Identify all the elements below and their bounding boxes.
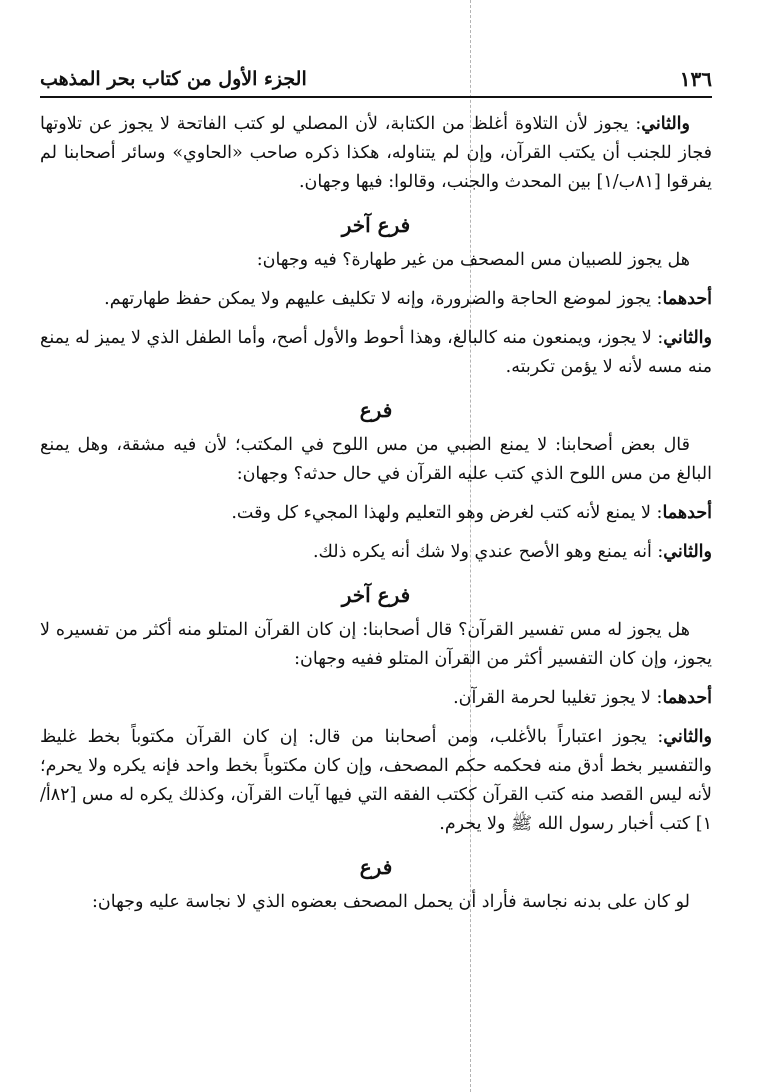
paragraph-lead: أحدهما: [662, 503, 712, 523]
section-heading: فرع: [359, 855, 393, 879]
section-heading: فرع آخر: [341, 213, 411, 237]
section-heading: فرع آخر: [341, 583, 411, 607]
paragraph-lead: أحدهما: [662, 688, 712, 708]
page-number: ١٣٦: [679, 67, 712, 91]
paragraph-lead: والثاني: [641, 114, 690, 134]
paragraph: [40, 499, 712, 528]
paragraph-text: : لا يمنع لأنه كتب لغرض وهو التعليم ولهذا المجيء كل وقت.: [231, 503, 663, 523]
section-heading: فرع: [359, 398, 393, 422]
paragraph-text: : لا يجوز تغليبا لحرمة القرآن.: [453, 688, 663, 708]
paragraph: [40, 538, 712, 567]
paragraph: [40, 684, 712, 713]
paragraph-lead: والثاني: [663, 727, 712, 747]
paragraph: لو كان على بدنه نجاسة فأراد أن يحمل المصحف بعضوه الذي لا نجاسة عليه وجهان:: [91, 892, 690, 912]
running-title: الجزء الأول من كتاب بحر المذهب: [40, 68, 307, 90]
paragraph-lead: أحدهما: [662, 289, 712, 309]
paragraph: [40, 110, 712, 197]
paragraph: هل يجوز للصبيان مس المصحف من غير طهارة؟ فيه وجهان:: [256, 250, 690, 270]
paragraph-text: : يجوز لموضع الحاجة والضرورة، وإنه لا تكليف عليهم ولا يمكن حفظ طهارتهم.: [104, 289, 663, 309]
paragraph: [40, 723, 712, 839]
paragraph-text: : يجوز اعتباراً بالأغلب، ومن أصحابنا من قال: إن كان القرآن مكتوباً بخط غليظ والتفسير بخط أدق منه فحكمه حكم المصحف، وإن كان مكتوباً بخط واحد فإنه يكره ولا يحرم؛ لأنه ليس القصد منه كتب القرآن ككتب الفقه التي فيها آيات القرآن، وكذلك يكره له مس [٨٢أ/١] كتب أخبار رسول الله ﷺ ولا يحرم.: [40, 727, 712, 834]
page-body: [40, 110, 712, 927]
paragraph-lead: والثاني: [663, 542, 712, 562]
paragraph: [40, 285, 712, 314]
page-header: [40, 62, 712, 98]
paragraph: [40, 324, 712, 382]
paragraph-text: : لا يجوز، ويمنعون منه كالبالغ، وهذا أحوط والأول أصح، وأما الطفل الذي لا يميز له يمنع منه مسه لأنه لا يؤمن تكربته.: [40, 328, 712, 377]
paragraph-text: : أنه يمنع وهو الأصح عندي ولا شك أنه يكره ذلك.: [312, 542, 664, 562]
paragraph: قال بعض أصحابنا: لا يمنع الصبي من مس اللوح في المكتب؛ لأن فيه مشقة، وهل يمنع البالغ من مس اللوح الذي كتب عليه القرآن في حال حدثه؟ وجهان:: [40, 435, 712, 484]
paragraph-text: : يجوز لأن التلاوة أغلظ من الكتابة، لأن المصلي لو كتب الفاتحة لا يجوز عن تلاوتها فجاز للجنب أن يكتب القرآن، وإن لم يتناوله، هكذا ذكره صاحب «الحاوي» وسائر أصحابنا لم يفرقوا [٨١ب/١] بين المحدث والجنب، وقالوا: فيها وجهان.: [40, 114, 712, 192]
paragraph-lead: والثاني: [663, 328, 712, 348]
paragraph: هل يجوز له مس تفسير القرآن؟ قال أصحابنا: إن كان القرآن المتلو منه أكثر من تفسيره لا يجوز، وإن كان التفسير أكثر من القرآن المتلو ففيه وجهان:: [40, 620, 712, 669]
